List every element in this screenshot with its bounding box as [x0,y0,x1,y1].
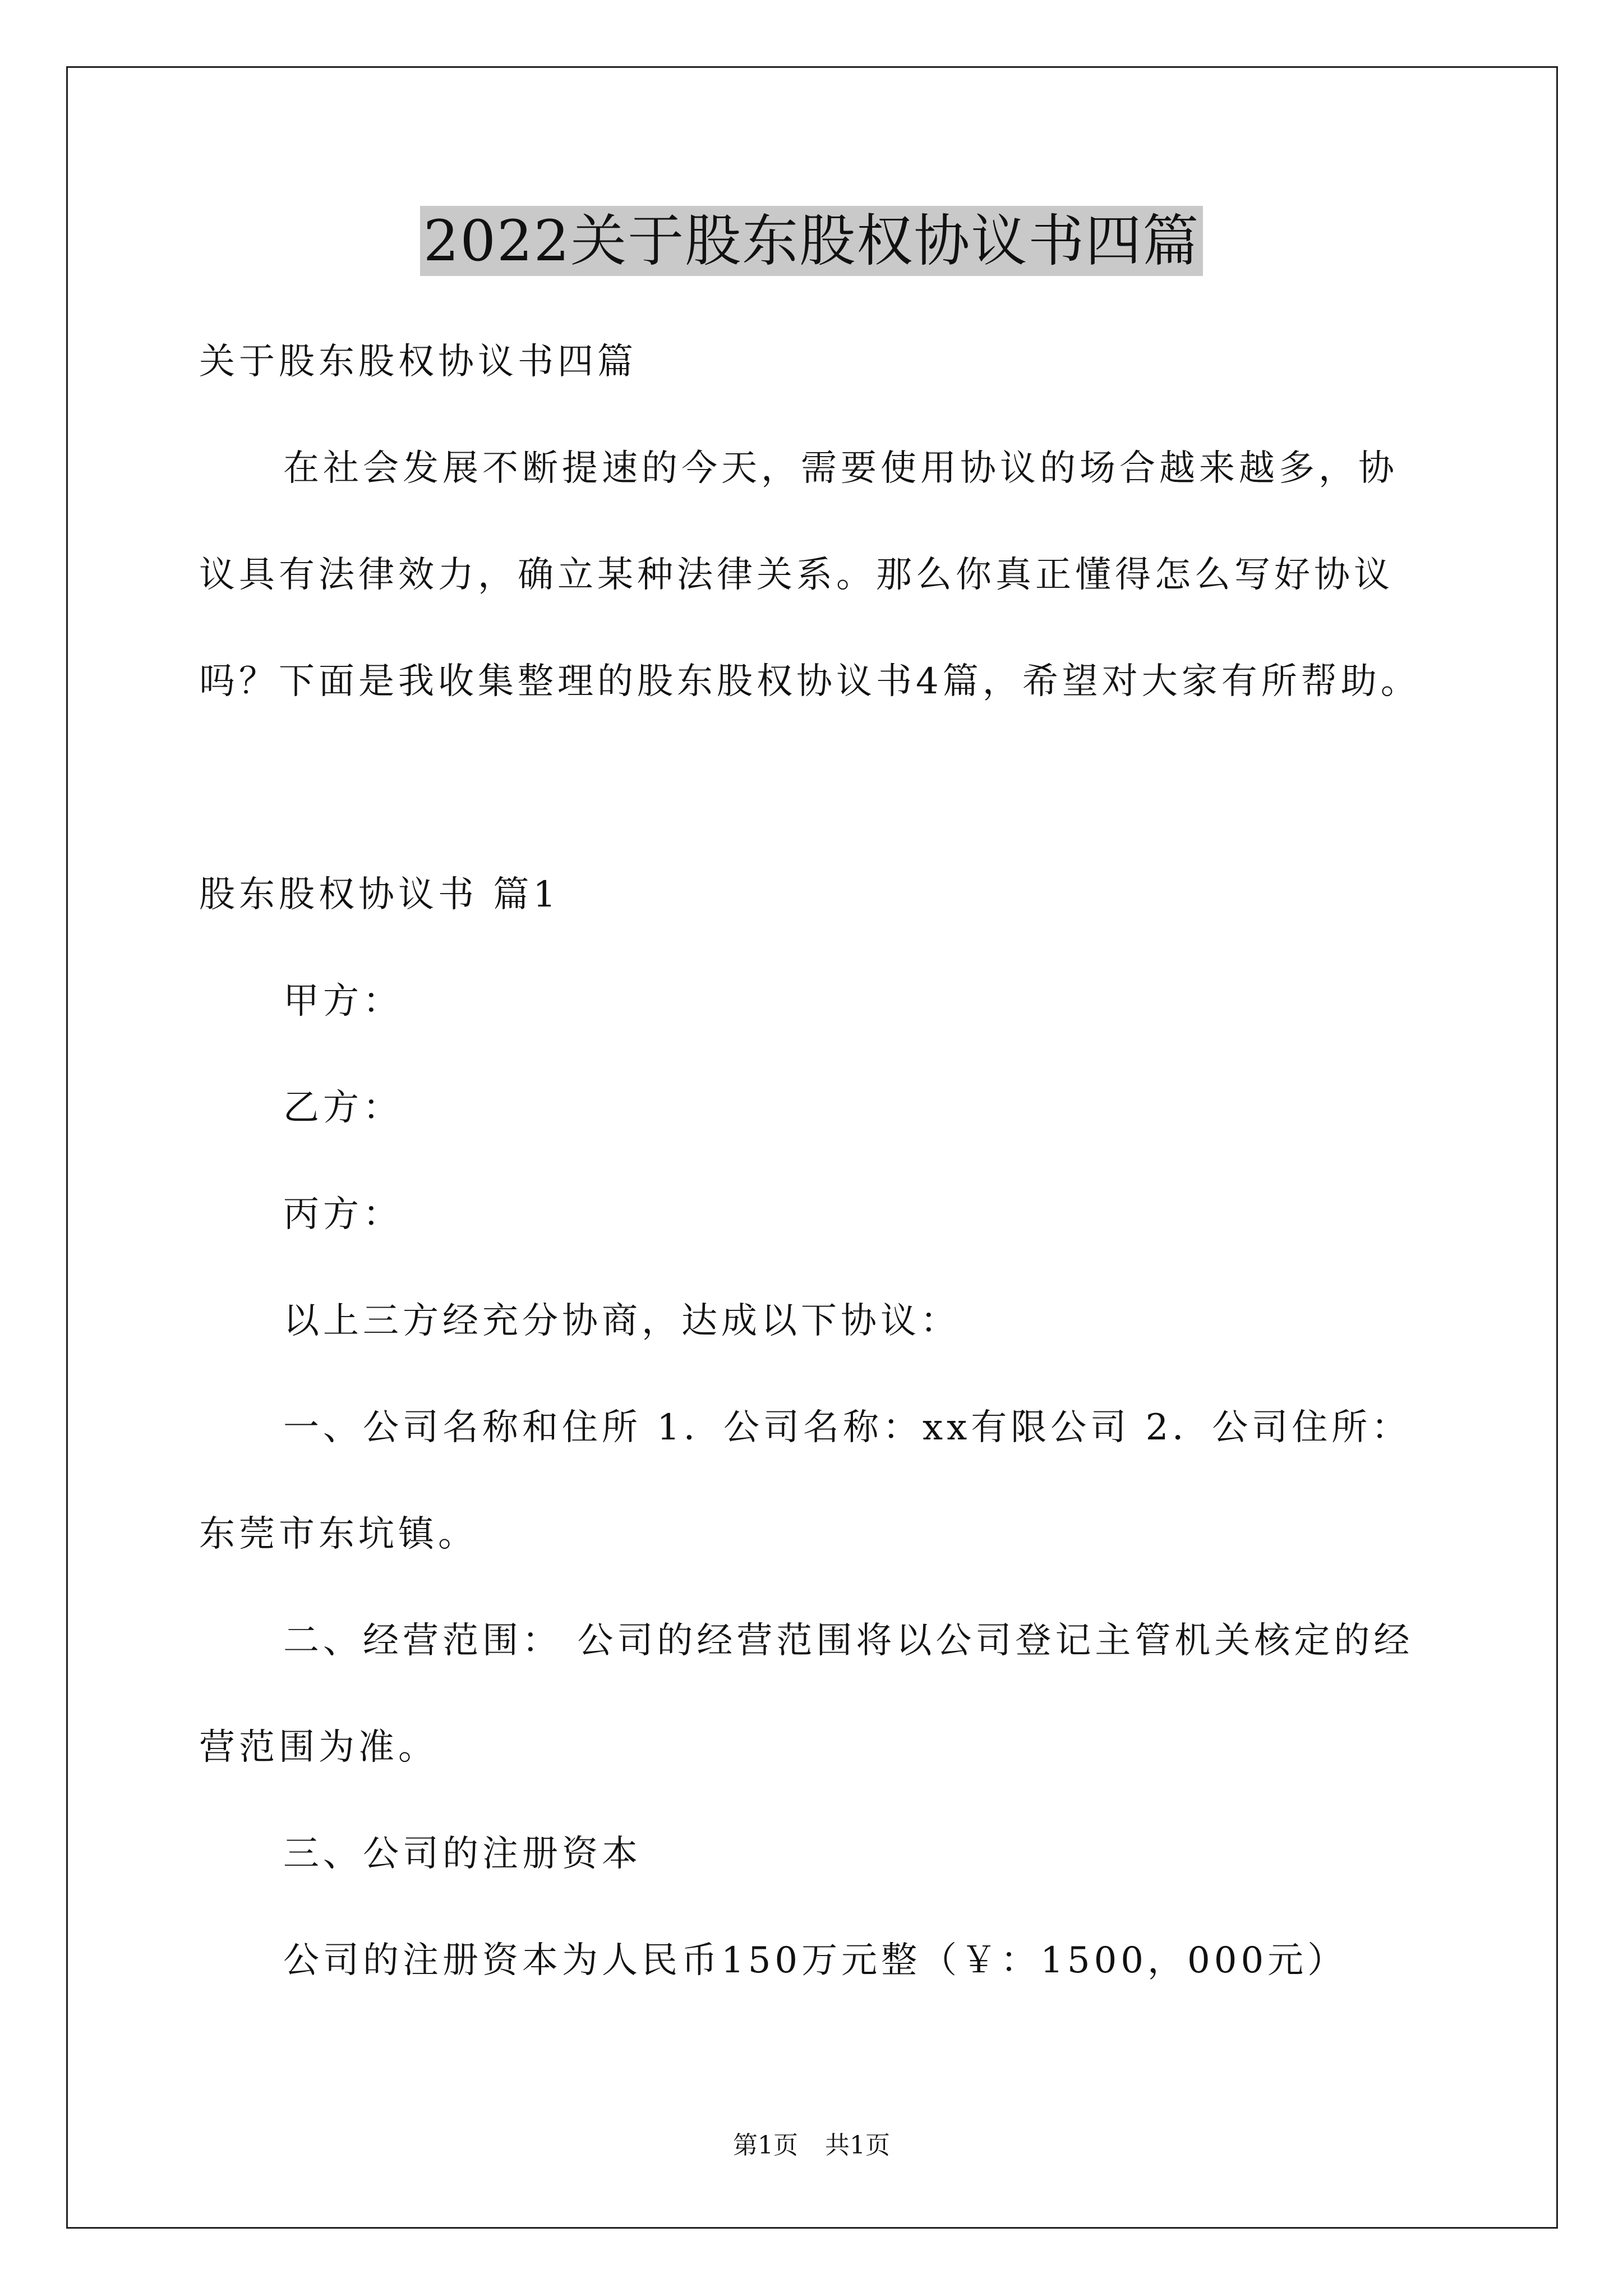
agreement-lead: 以上三方经充分协商，达成以下协议： [283,1300,960,1342]
page-footer [0,2129,1623,2162]
intro-line-1: 在社会发展不断提速的今天，需要使用协议的场合越来越多，协 [283,448,1398,489]
party-c-label: 丙方： [283,1194,403,1235]
clause-1-line-2: 东莞市东坑镇。 [199,1513,478,1555]
clause-2-line-2: 营范围为准。 [199,1727,438,1768]
page-border [66,66,1558,2229]
party-a-label: 甲方： [283,981,403,1022]
party-b-label: 乙方： [283,1087,403,1129]
document-title [0,199,1623,283]
clause-3-heading: 三、公司的注册资本 [283,1833,642,1875]
section-heading: 股东股权协议书 篇1 [199,874,560,915]
clause-2-line-1: 二、经营范围： 公司的经营范围将以公司登记主管机关核定的经 [283,1620,1414,1662]
clause-3-body: 公司的注册资本为人民币150万元整（￥：1500，000元） [283,1940,1348,1981]
page-number-current: 第1页 [733,2131,798,2160]
intro-line-2: 议具有法律效力，确立某种法律关系。那么你真正懂得怎么写好协议 [199,554,1394,596]
document-title-text: 2022关于股东股权协议书四篇 [420,206,1204,276]
intro-line-3: 吗？下面是我收集整理的股东股权协议书4篇，希望对大家有所帮助。 [199,661,1421,702]
clause-1-line-1: 一、公司名称和住所 1．公司名称：xx有限公司 2．公司住所： [283,1407,1412,1448]
page-number-total: 共1页 [825,2131,890,2160]
document-subtitle: 关于股东股权协议书四篇 [199,341,637,383]
